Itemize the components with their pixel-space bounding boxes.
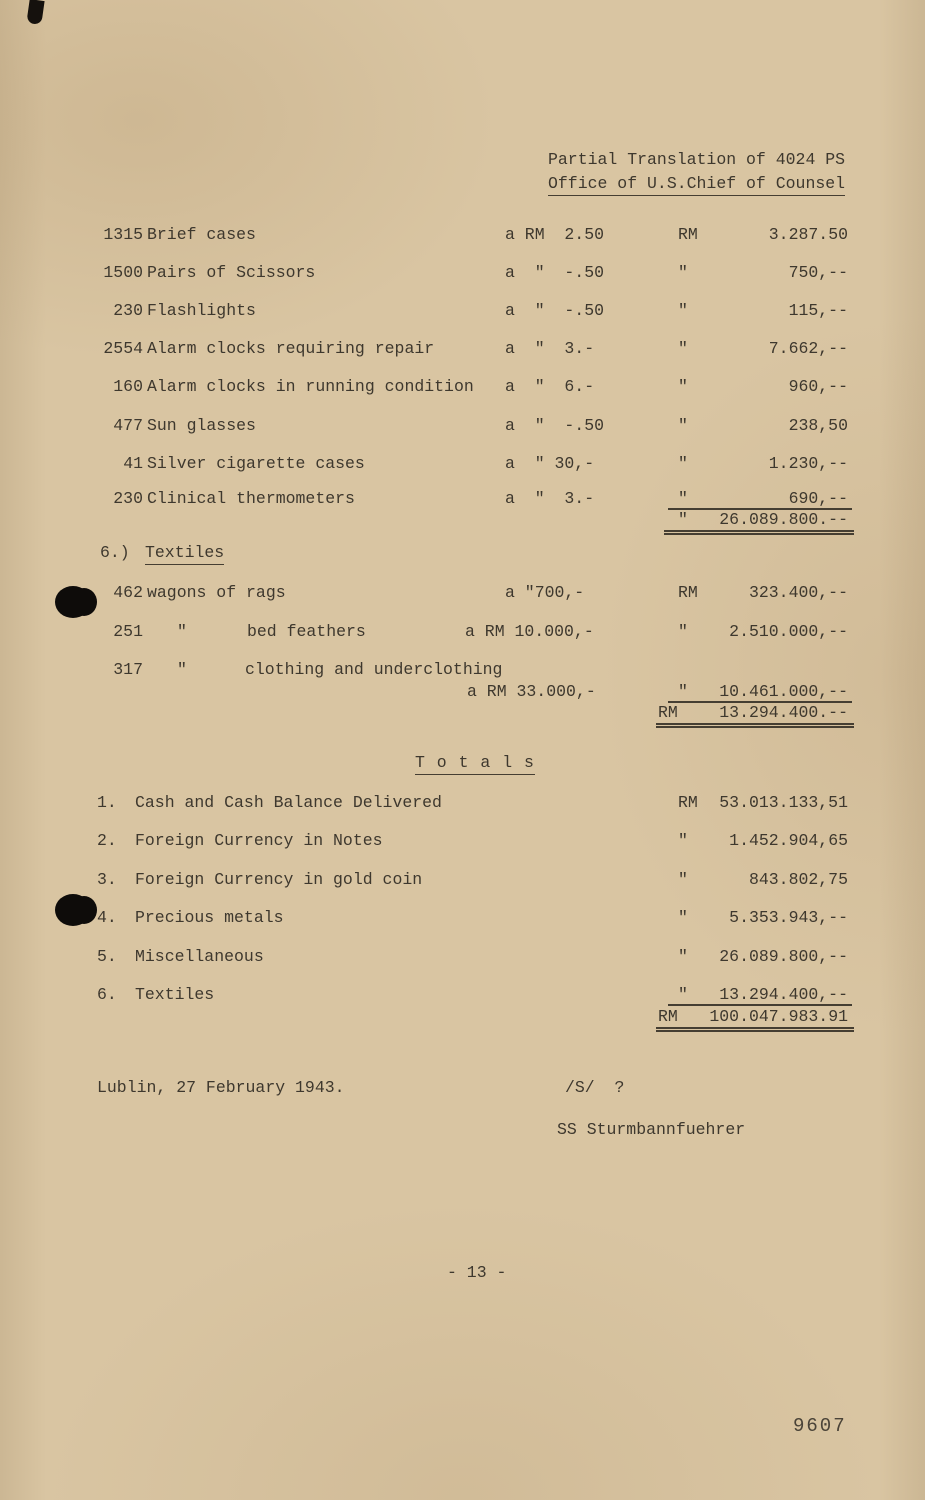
item-amount: 2.510.000,-- [729, 622, 848, 641]
total-number: 1. [97, 793, 117, 812]
item-unit-ditto: " [177, 660, 187, 679]
total-number: 6. [97, 985, 117, 1004]
total-label: Precious metals [135, 908, 284, 927]
item-row [0, 660, 925, 682]
total-label: Textiles [135, 985, 215, 1004]
underline [656, 723, 854, 725]
underline [664, 530, 854, 532]
item-rate: a " -.50 [505, 263, 605, 282]
total-row [0, 793, 925, 815]
item-desc: Alarm clocks in running condition [147, 377, 474, 396]
total-label: Cash and Cash Balance Delivered [135, 793, 442, 812]
total-label: Foreign Currency in Notes [135, 831, 383, 850]
item-qty: 251 [113, 622, 143, 641]
subtotal-row-miscellaneous [0, 510, 925, 532]
total-currency: " [678, 985, 688, 1004]
item-amount: 750,-- [788, 263, 848, 282]
item-currency: " [678, 489, 688, 508]
item-rate: a "700,- [505, 583, 585, 602]
item-rate: a " -.50 [505, 301, 605, 320]
section-number: 6.) [100, 543, 130, 562]
item-currency: " [678, 339, 688, 358]
dateline: Lublin, 27 February 1943. [97, 1078, 345, 1097]
item-amount: 323.400,-- [748, 583, 848, 602]
page-number: - 13 - [447, 1263, 507, 1282]
item-amount: 690,-- [788, 489, 848, 508]
item-rate: a " -.50 [505, 416, 605, 435]
scan-artifact [26, 0, 44, 25]
subtotal-row-textiles [0, 703, 925, 725]
item-rate: a RM 2.50 [505, 225, 605, 244]
total-amount: 1.452.904,65 [729, 831, 848, 850]
header-line1: Partial Translation of 4024 PS [548, 150, 846, 169]
item-rate: a RM 10.000,- [465, 622, 594, 641]
underline [656, 726, 854, 728]
subtotal-amount: 26.089.800.-- [719, 510, 848, 529]
item-row [0, 263, 925, 285]
item-currency: " [678, 682, 688, 701]
item-row [0, 622, 925, 644]
underline [656, 1027, 854, 1029]
item-desc: Brief cases [147, 225, 256, 244]
total-currency: RM [678, 793, 698, 812]
item-row [0, 416, 925, 438]
subtotal-currency: RM [658, 703, 678, 722]
total-number: 4. [97, 908, 117, 927]
underline [668, 1004, 852, 1006]
item-desc: Pairs of Scissors [147, 263, 316, 282]
item-amount: 7.662,-- [768, 339, 848, 358]
item-row [0, 225, 925, 247]
item-currency: RM [678, 225, 698, 244]
total-row [0, 870, 925, 892]
item-currency: " [678, 622, 688, 641]
item-rate: a " 30,- [505, 454, 595, 473]
total-amount: 53.013.133,51 [719, 793, 848, 812]
total-amount: 5.353.943,-- [729, 908, 848, 927]
item-currency: " [678, 416, 688, 435]
subtotal-currency: " [678, 510, 688, 529]
item-row [0, 301, 925, 323]
total-label: Miscellaneous [135, 947, 264, 966]
item-qty: 230 [113, 301, 143, 320]
total-amount: 26.089.800,-- [719, 947, 848, 966]
total-currency: " [678, 870, 688, 889]
item-desc: bed feathers [247, 622, 366, 641]
item-qty: 230 [113, 489, 143, 508]
item-currency: RM [678, 583, 698, 602]
item-amount: 3.287.50 [768, 225, 848, 244]
subtotal-amount: 13.294.400.-- [719, 703, 848, 722]
totals-title: T o t a l s [415, 753, 535, 775]
item-row [0, 583, 925, 605]
textiles-heading [0, 543, 925, 565]
total-currency: " [678, 908, 688, 927]
item-qty: 1500 [103, 263, 143, 282]
item-qty: 2554 [103, 339, 143, 358]
total-amount: 13.294.400,-- [719, 985, 848, 1004]
item-amount: 1.230,-- [768, 454, 848, 473]
item-amount: 115,-- [788, 301, 848, 320]
section-title: Textiles [145, 543, 224, 565]
grand-total-currency: RM [658, 1007, 678, 1026]
total-row [0, 831, 925, 853]
item-unit-ditto: " [177, 622, 187, 641]
underline [656, 1030, 854, 1032]
item-currency: " [678, 454, 688, 473]
item-qty: 1315 [103, 225, 143, 244]
grand-total-amount: 100.047.983.91 [709, 1007, 848, 1026]
item-qty: 160 [113, 377, 143, 396]
item-qty: 462 [113, 583, 143, 602]
item-rate: a " 3.- [505, 339, 595, 358]
item-desc: Alarm clocks requiring repair [147, 339, 435, 358]
item-rate: a " 6.- [505, 377, 595, 396]
total-number: 5. [97, 947, 117, 966]
item-desc: Clinical thermometers [147, 489, 355, 508]
grand-total-row [0, 1007, 925, 1029]
item-currency: " [678, 377, 688, 396]
item-desc: wagons of rags [147, 583, 286, 602]
item-qty: 41 [123, 454, 143, 473]
underline [664, 533, 854, 535]
item-desc: Flashlights [147, 301, 256, 320]
total-label: Foreign Currency in gold coin [135, 870, 423, 889]
total-amount: 843.802,75 [748, 870, 848, 889]
item-amount: 10.461.000,-- [719, 682, 848, 701]
signature-mark: /S/ ? [565, 1078, 625, 1097]
total-number: 3. [97, 870, 117, 889]
item-amount: 960,-- [788, 377, 848, 396]
item-qty: 317 [113, 660, 143, 679]
total-row [0, 947, 925, 969]
item-qty: 477 [113, 416, 143, 435]
header-line2: Office of U.S.Chief of Counsel [548, 174, 845, 196]
signature-title: SS Sturmbannfuehrer [557, 1120, 746, 1139]
total-currency: " [678, 947, 688, 966]
item-rate: a RM 33.000,- [467, 682, 596, 701]
item-rate: a " 3.- [505, 489, 595, 508]
item-amount: 238,50 [788, 416, 848, 435]
total-currency: " [678, 831, 688, 850]
item-desc: Silver cigarette cases [147, 454, 365, 473]
stamp-number: 9607 [793, 1415, 847, 1437]
total-number: 2. [97, 831, 117, 850]
item-desc: clothing and underclothing [245, 660, 503, 679]
item-desc: Sun glasses [147, 416, 256, 435]
item-row [0, 339, 925, 361]
total-row [0, 908, 925, 930]
item-currency: " [678, 263, 688, 282]
item-row [0, 377, 925, 399]
item-currency: " [678, 301, 688, 320]
item-row [0, 454, 925, 476]
